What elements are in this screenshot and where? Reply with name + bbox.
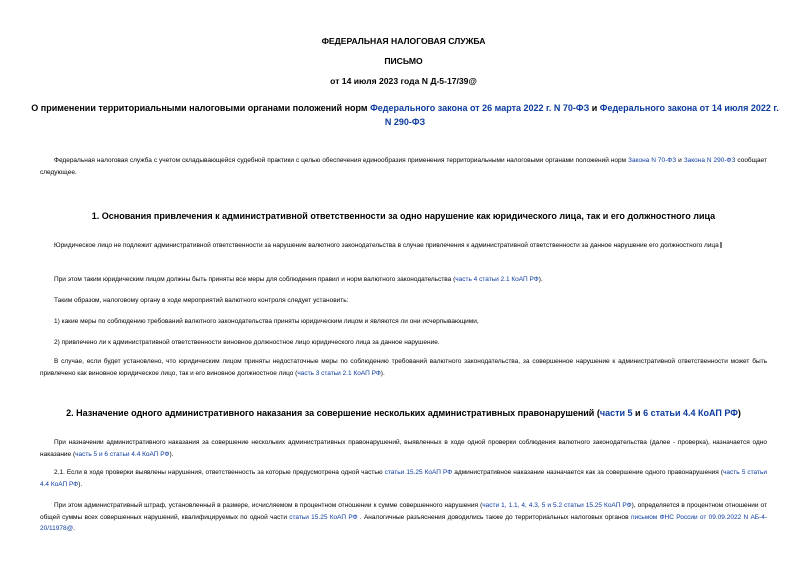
section-2-paragraph-2 bbox=[40, 467, 767, 490]
law-70fz-link[interactable]: Федерального закона от 26 марта 2022 г. N 70-ФЗ bbox=[370, 103, 590, 113]
doc-date-number: от 14 июля 2023 года N Д-5-17/39@ bbox=[330, 76, 477, 86]
koap-4-4-part6-link[interactable]: 6 статьи 4.4 КоАП РФ bbox=[643, 408, 738, 418]
s2-p2-mid: административное наказание назначается как за совершение одного правонарушения ( bbox=[452, 469, 724, 476]
subject-text: О применении территориальными налоговыми органами положений норм bbox=[31, 103, 371, 113]
section-1-paragraph-3: Таким образом, налоговому органу в ходе мероприятий валютного контроля следует установить: bbox=[54, 297, 349, 304]
s2-p2-end: ). bbox=[78, 480, 83, 488]
section-2-paragraph-3 bbox=[40, 500, 767, 535]
s1-p2-end: ). bbox=[538, 276, 543, 283]
law-290fz-link[interactable]: Федерального закона от 14 июля 2022 г. N 290-ФЗ bbox=[384, 103, 779, 127]
s2-p1-text: При назначении административного наказания за совершение нескольких административных правонарушений, выявленных в ходе одной проверки соблюдения валютного законодательства (далее - проверка), назначается одно наказание ( bbox=[40, 439, 767, 458]
section-1-item-2: 2) привлечено ли к административной ответственности виновное должностное лицо юридического лица за данное нарушение. bbox=[54, 339, 440, 346]
s2-p3-mid2: . Аналогичные разъяснения доводились также до территориальных налоговых органов bbox=[357, 513, 631, 521]
section-1-paragraph-2 bbox=[54, 274, 543, 286]
koap-4-4-part5-text-link[interactable]: часть 5 статьи 4.4 КоАП РФ bbox=[40, 469, 767, 488]
koap-2-1-part3-link[interactable]: часть 3 статьи 2.1 КоАП РФ bbox=[297, 369, 381, 377]
koap-15-25-link[interactable]: статьи 15.25 КоАП РФ bbox=[384, 469, 453, 476]
intro-end: сообщает следующее. bbox=[40, 157, 767, 176]
s2-p3-text: При этом административный штраф, установленный в размере, исчисляемом в процентном отношении к сумме совершенного нарушения ( bbox=[54, 502, 483, 509]
section-1-paragraph-4 bbox=[40, 356, 767, 379]
intro-mid: и bbox=[676, 157, 684, 164]
section-1-title: 1. Основания привлечения к административной ответственности за одно нарушение как юридического лица, так и его должностного лица bbox=[91, 211, 716, 221]
s2-p1-end: ). bbox=[169, 450, 174, 458]
agency-title: ФЕДЕРАЛЬНАЯ НАЛОГОВАЯ СЛУЖБА bbox=[321, 36, 486, 46]
fns-letter-link[interactable]: письмом ФНС России от 09.09.2022 N АБ-4-20/11978@ bbox=[40, 513, 768, 532]
section-1-item-1: 1) какие меры по соблюдению требований валютного законодательства приняты юридическим лицом и являются ли они исчерпывающими, bbox=[54, 318, 479, 325]
section-2-paragraph-1 bbox=[40, 437, 767, 460]
law-70fz-short-link[interactable]: Закона N 70-ФЗ bbox=[628, 157, 677, 164]
koap-2-1-part4-link[interactable]: часть 4 статьи 2.1 КоАП РФ bbox=[455, 276, 539, 283]
s1-p1-text: Юридическое лицо не подлежит административной ответственности за нарушение валютного законодательства в случае привлечения к административной ответственности за данное нарушение его должностного лица bbox=[54, 242, 719, 249]
koap-4-4-parts-link[interactable]: часть 5 и 6 статьи 4.4 КоАП РФ bbox=[75, 450, 170, 458]
s2-title-mid: и bbox=[632, 408, 644, 418]
intro-text: Федеральная налоговая служба с учетом складывающейся судебной практики с целью обеспечения единообразия применения территориальными налоговыми органами положений норм bbox=[54, 157, 629, 164]
s1-p2-text: При этом таким юридическим лицом должны быть приняты все меры для соблюдения правил и норм валютного законодательства ( bbox=[54, 276, 456, 283]
subject-mid: и bbox=[589, 103, 600, 113]
intro-paragraph bbox=[40, 155, 767, 178]
s2-p3-end: . bbox=[73, 525, 76, 532]
law-290fz-short-link[interactable]: Закона N 290-ФЗ bbox=[683, 157, 736, 164]
koap-15-25-article-link[interactable]: статьи 15.25 КоАП РФ bbox=[289, 513, 358, 521]
s2-p2-text: 2.1. Если в ходе проверки выявлены нарушения, ответственность за которые предусмотрена одной частью bbox=[54, 469, 385, 476]
letter-subject bbox=[30, 101, 780, 129]
section-1-paragraph-1 bbox=[40, 240, 767, 252]
s2-title-text: 2. Назначение одного административного наказания за совершение нескольких административных правонарушений ( bbox=[66, 408, 600, 418]
doc-type: ПИСЬМО bbox=[384, 56, 423, 66]
s2-title-end: ) bbox=[737, 408, 741, 418]
s1-p4-text: В случае, если будет установлено, что юридическим лицом приняты недостаточные меры по соблюдению требований валютного законодательства, за совершенное нарушение к административной ответственности может быть привлечено как виновное юридическое лицо, так и его виновное должностное лицо ( bbox=[40, 358, 767, 377]
note-marker-icon bbox=[720, 242, 722, 248]
section-2-title bbox=[0, 407, 807, 419]
s1-p4-end: ). bbox=[380, 369, 385, 377]
s2-p3-mid: ), определяется в процентном отношении от общей суммы всех совершенных нарушений, квалифицируемых по одной части bbox=[40, 502, 767, 521]
koap-4-4-part5-link[interactable]: части 5 bbox=[599, 408, 633, 418]
koap-15-25-parts-link[interactable]: части 1, 1.1, 4, 4.3, 5 и 5.2 статьи 15.25 КоАП РФ bbox=[482, 502, 632, 509]
